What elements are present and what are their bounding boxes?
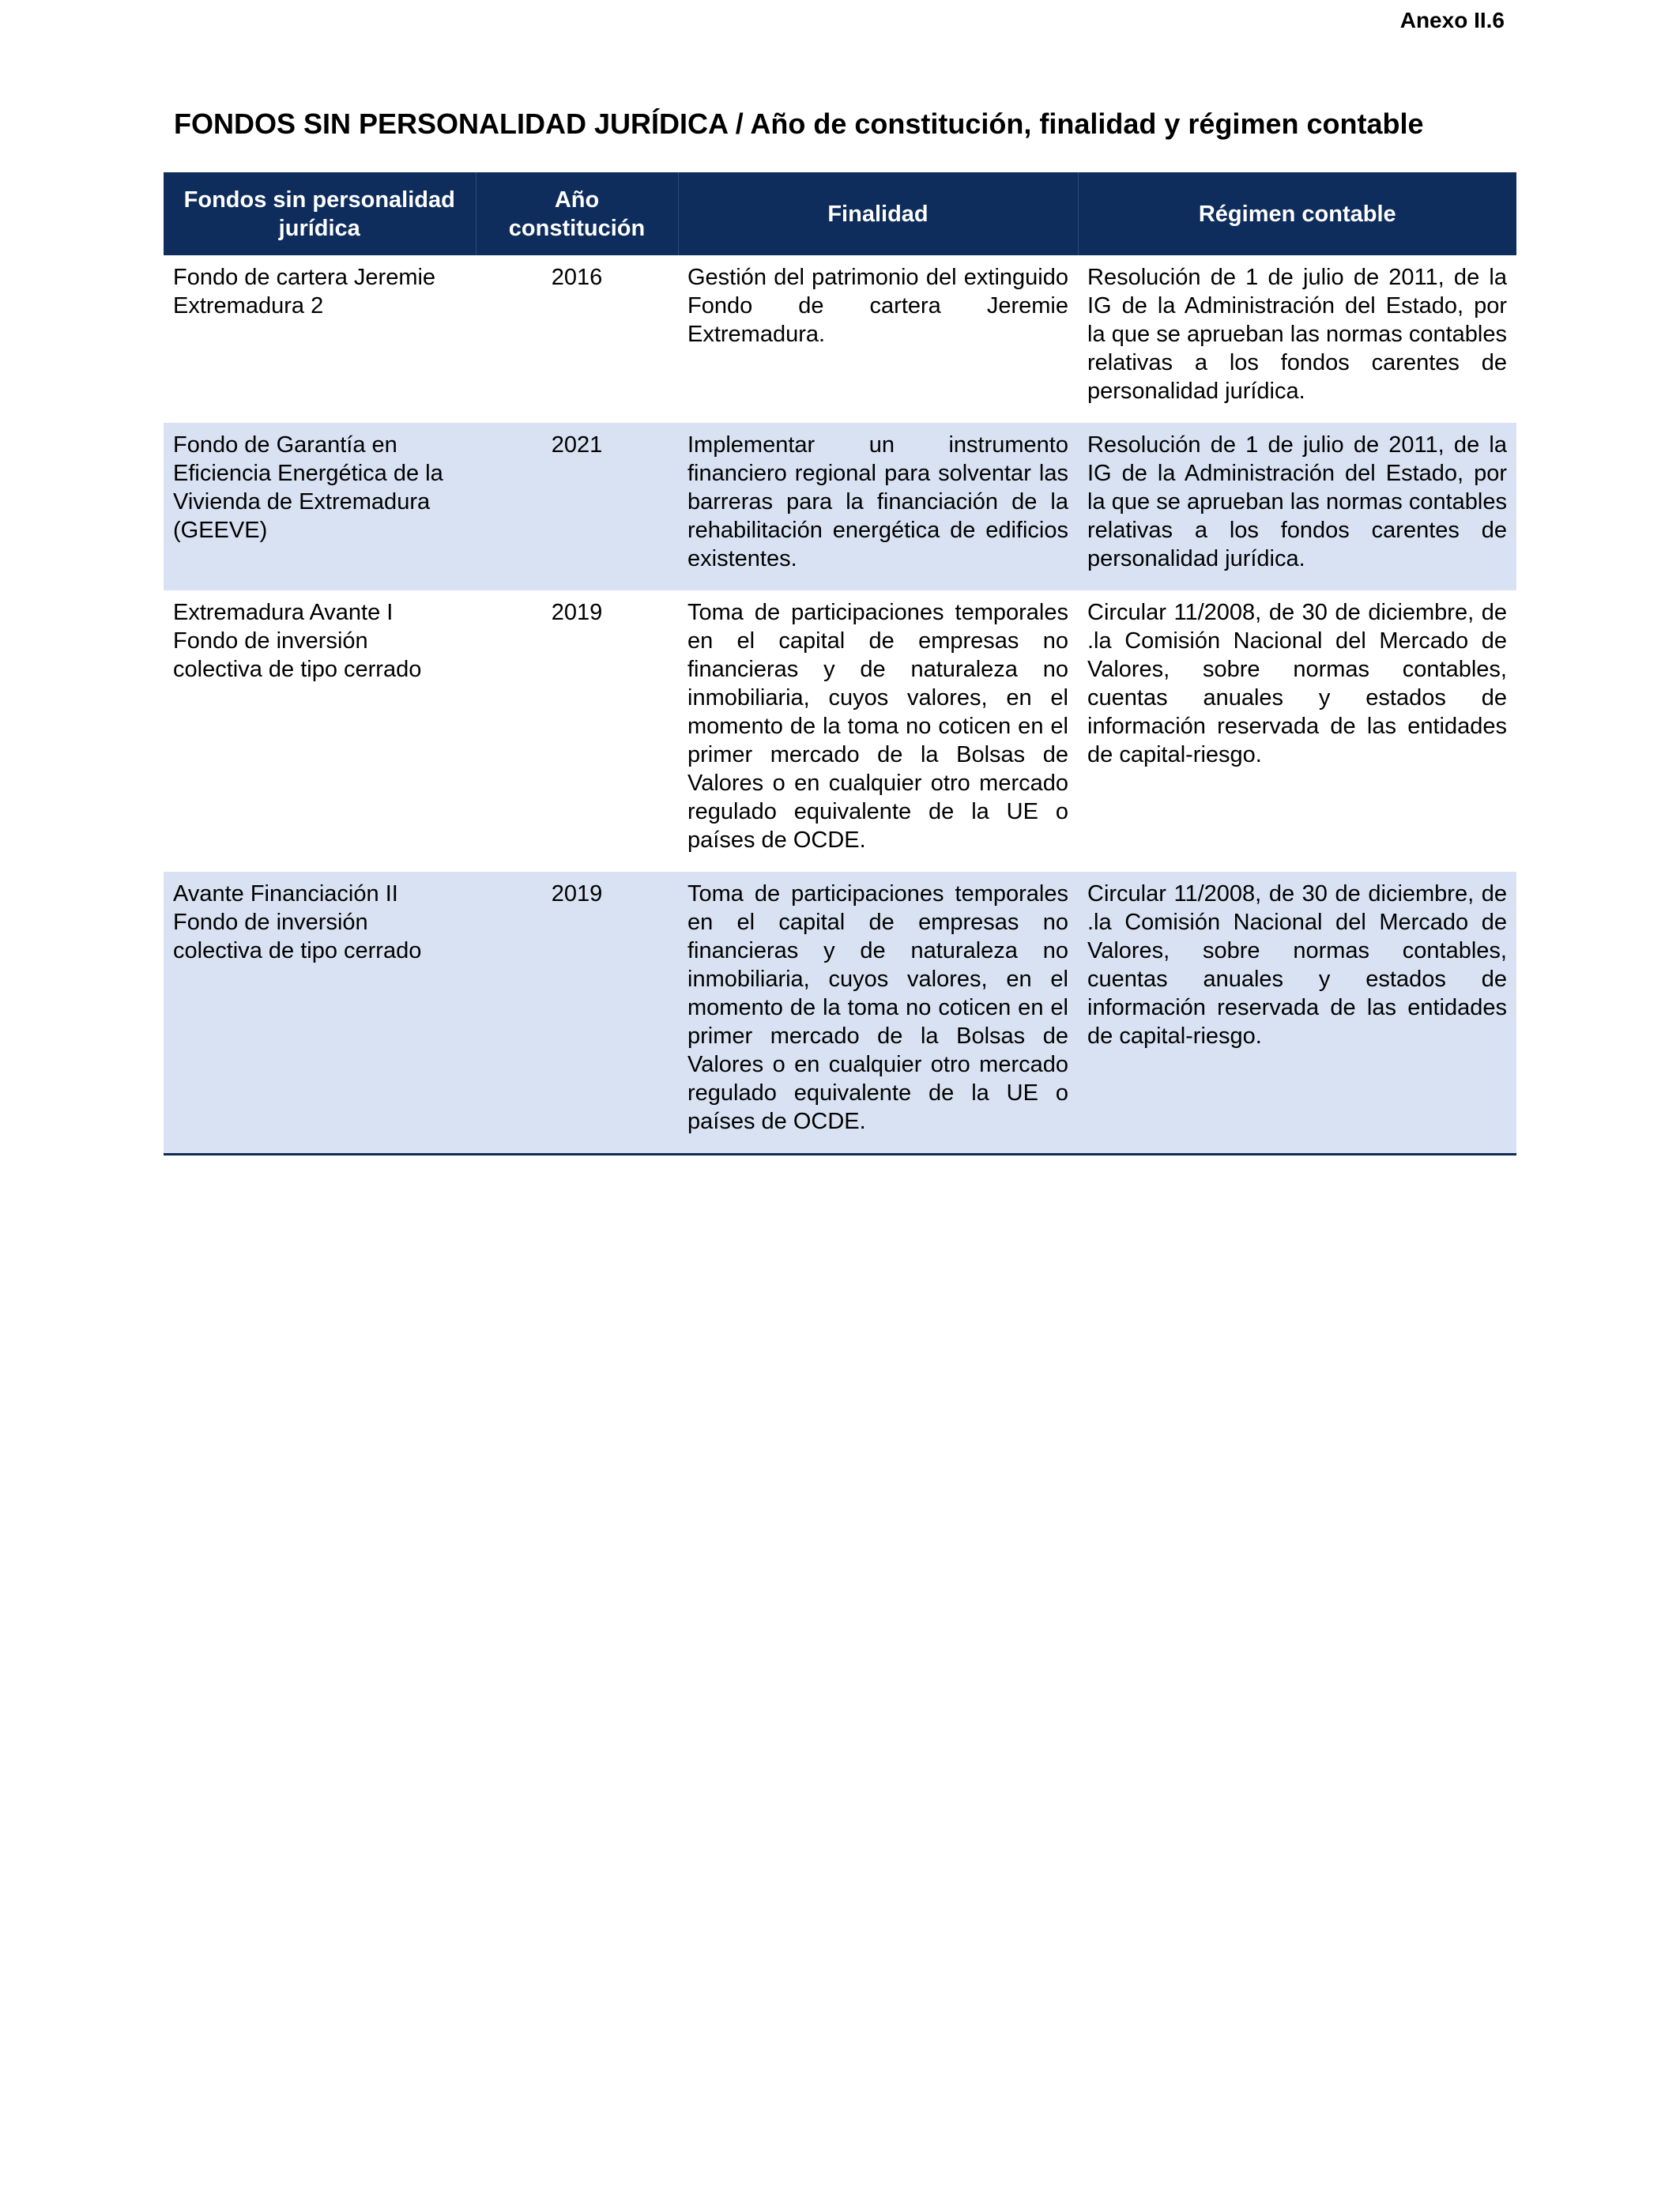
purpose-cell: Toma de participaciones temporales en el capital de empresas no financieras y de naturaleza no inmobiliaria, cuyos valores, en el momento de la toma no coticen en el primer mercado de la Bolsas de Valores o en cualquier otro mercado regulado equivalente de la UE o países de OCDE. (687, 600, 1068, 853)
year-cell: 2019 (476, 872, 678, 1155)
column-header-year: Año constitución (476, 172, 678, 255)
fund-name-line: (GEEVE) (173, 518, 268, 543)
table-row (164, 423, 1516, 590)
accounting-cell: Resolución de 1 de julio de 2011, de la IG de la Administración del Estado, por la que se aprueban las normas contables relativas a los fondos carentes de personalidad jurídica. (1078, 423, 1516, 590)
fund-name-cell (164, 590, 476, 872)
page-title: FONDOS SIN PERSONALIDAD JURÍDICA / Año de constitución, finalidad y régimen contable (174, 107, 1424, 140)
fund-name-cell (164, 872, 476, 1155)
table-row (164, 872, 1516, 1155)
table-row (164, 590, 1516, 872)
fund-name-cell (164, 423, 476, 590)
accounting-cell: Circular 11/2008, de 30 de diciembre, de .la Comisión Nacional del Mercado de Valores, sobre normas contables, cuentas anuales y estados de información reservada de las entidades de capital-riesgo. (1087, 600, 1507, 767)
fund-name-line: Vivienda de Extremadura (173, 489, 431, 515)
table-row (164, 255, 1516, 423)
accounting-cell: Resolución de 1 de julio de 2011, de la IG de la Administración del Estado, por la que se aprueban las normas contables relativas a los fondos carentes de personalidad jurídica. (1087, 265, 1507, 404)
column-header-purpose: Finalidad (678, 172, 1078, 255)
fund-name-line: colectiva de tipo cerrado (173, 938, 422, 963)
year-cell: 2016 (551, 265, 603, 290)
fund-name-line: Fondo de Garantía en (173, 432, 397, 458)
column-header-fund: Fondos sin personalidad jurídica (164, 172, 476, 255)
fund-name-line: colectiva de tipo cerrado (173, 657, 422, 682)
purpose-cell: Implementar un instrumento financiero regional para solventar las barreras para la financiación de la rehabilitación energética de edificios existentes. (678, 423, 1078, 590)
year-cell: 2019 (551, 600, 603, 625)
fund-name-line: Fondo de inversión (173, 628, 368, 654)
column-header-accounting: Régimen contable (1078, 172, 1516, 255)
fund-name-line: Eficiencia Energética de la (173, 461, 443, 486)
annex-label: Anexo II.6 (1399, 8, 1505, 32)
fund-name-line: Extremadura Avante I (173, 600, 394, 625)
fund-name-line: Extremadura 2 (173, 293, 324, 319)
fund-name-line: Avante Financiación II (173, 881, 398, 907)
year-cell: 2021 (476, 423, 678, 590)
funds-table (164, 172, 1516, 1155)
table-header-row (164, 172, 1516, 255)
fund-name-line: Fondo de cartera Jeremie (173, 265, 436, 290)
purpose-cell: Gestión del patrimonio del extinguido Fondo de cartera Jeremie Extremadura. (687, 265, 1068, 347)
accounting-cell: Circular 11/2008, de 30 de diciembre, de .la Comisión Nacional del Mercado de Valores, sobre normas contables, cuentas anuales y estados de información reservada de las entidades de capital-riesgo. (1078, 872, 1516, 1155)
fund-name-cell (164, 255, 476, 423)
purpose-cell: Toma de participaciones temporales en el capital de empresas no financieras y de naturaleza no inmobiliaria, cuyos valores, en el momento de la toma no coticen en el primer mercado de la Bolsas de Valores o en cualquier otro mercado regulado equivalente de la UE o países de OCDE. (678, 872, 1078, 1155)
fund-name-line: Fondo de inversión (173, 910, 368, 935)
